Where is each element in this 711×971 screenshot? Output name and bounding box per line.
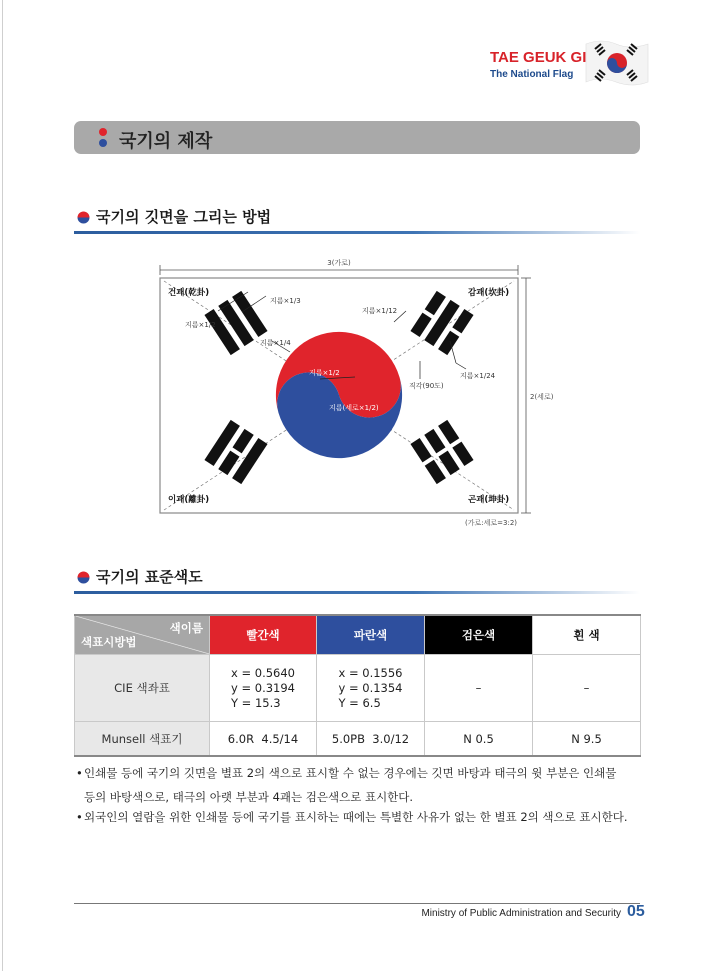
cie-black-cell: – <box>425 655 533 722</box>
note-1-line1: 인쇄물 등에 국기의 깃면을 별표 2의 색으로 표시할 수 없는 경우에는 깃면 바탕과 태극의 윗 부분은 인쇄물 <box>84 766 617 780</box>
brand-subtitle: The National Flag <box>490 69 574 80</box>
taegeuk-dot-icon <box>77 211 90 224</box>
header-red: 빨간색 <box>210 615 317 655</box>
red-blue-dots-icon <box>98 127 108 149</box>
colors-subheading <box>74 566 640 594</box>
label-d124: 지름×1/24 <box>460 372 496 380</box>
label-gon: 곤괘(坤卦) <box>468 495 510 505</box>
drawing-heading: 국기의 깃면을 그리는 방법 <box>96 208 272 226</box>
cie-white-cell: – <box>533 655 641 722</box>
row-label: CIE 색좌표 <box>75 655 210 722</box>
munsell-red-cell: 6.0R 4.5/14 <box>210 722 317 757</box>
cie-blue-cell <box>317 655 425 722</box>
flag-construction-diagram <box>150 253 554 529</box>
label-right-angle: 직각(90도) <box>409 382 444 390</box>
header-blue: 파란색 <box>317 615 425 655</box>
note-1-line2: 등의 바탕색으로, 태극의 아랫 부분과 4괘는 검은색으로 표시한다. <box>84 790 414 804</box>
table-header-row <box>75 615 641 655</box>
note-2 <box>76 805 642 829</box>
corner-method: 색표시방법 <box>81 635 137 649</box>
label-gam: 감괘(坎卦) <box>468 288 510 298</box>
note-2-line1: 외국인의 열람을 위한 인쇄물 등에 국기를 표시하는 때에는 특별한 사유가 없는 한 별표 2의 색으로 표시한다. <box>84 810 628 824</box>
label-width: 3(가로) <box>327 259 351 267</box>
page-number: 05 <box>627 903 645 920</box>
footer-ministry: Ministry of Public Administration and Security <box>421 908 621 919</box>
section-title: 국기의 제작 <box>119 131 213 152</box>
bullet-icon: • <box>76 810 83 824</box>
color-standard-table <box>74 614 641 757</box>
label-d-sero: 지름(세로×1/2) <box>329 404 379 412</box>
cie-value: x = 0.5640 <box>231 665 295 680</box>
label-geon: 건괘(乾卦) <box>168 288 210 298</box>
page-edge-line <box>2 0 3 971</box>
cie-value: Y = 6.5 <box>338 695 381 710</box>
cie-value: Y = 15.3 <box>231 695 281 710</box>
label-d12-center: 지름×1/2 <box>309 369 340 377</box>
heading-rule <box>74 591 640 594</box>
colors-heading: 국기의 표준색도 <box>96 568 203 586</box>
taegeuk-dot-icon <box>77 571 90 584</box>
footer-rule <box>74 903 640 904</box>
waving-flag-logo <box>582 36 650 90</box>
brand-title: TAE GEUK GI <box>490 49 587 66</box>
label-height: 2(세로) <box>530 393 554 401</box>
cie-value: y = 0.1354 <box>338 680 403 695</box>
heading-rule <box>74 231 640 234</box>
munsell-white-cell: N 9.5 <box>533 722 641 757</box>
munsell-black-cell: N 0.5 <box>425 722 533 757</box>
cie-red-cell <box>210 655 317 722</box>
row-label: Munsell 색표기 <box>75 722 210 757</box>
header-black: 검은색 <box>425 615 533 655</box>
table-row <box>75 722 641 757</box>
header-white: 흰 색 <box>533 615 641 655</box>
corner-color-name: 색이름 <box>169 621 203 635</box>
bullet-icon: • <box>76 766 83 780</box>
label-d13: 지름×1/3 <box>270 297 301 305</box>
note-1 <box>76 761 642 809</box>
label-ratio: (가로:세로=3:2) <box>465 519 517 527</box>
label-d112: 지름×1/12 <box>362 307 398 315</box>
cie-value: y = 0.3194 <box>231 680 295 695</box>
munsell-blue-cell: 5.0PB 3.0/12 <box>317 722 425 757</box>
table-row <box>75 655 641 722</box>
cie-value: x = 0.1556 <box>338 665 403 680</box>
label-d12-left: 지름×1/2 <box>185 321 216 329</box>
table-corner-cell <box>75 615 210 655</box>
label-d14: 지름×1/4 <box>260 339 291 347</box>
drawing-subheading <box>74 206 640 234</box>
label-ri: 이괘(離卦) <box>168 495 210 505</box>
taegeuk-circle <box>276 332 402 458</box>
